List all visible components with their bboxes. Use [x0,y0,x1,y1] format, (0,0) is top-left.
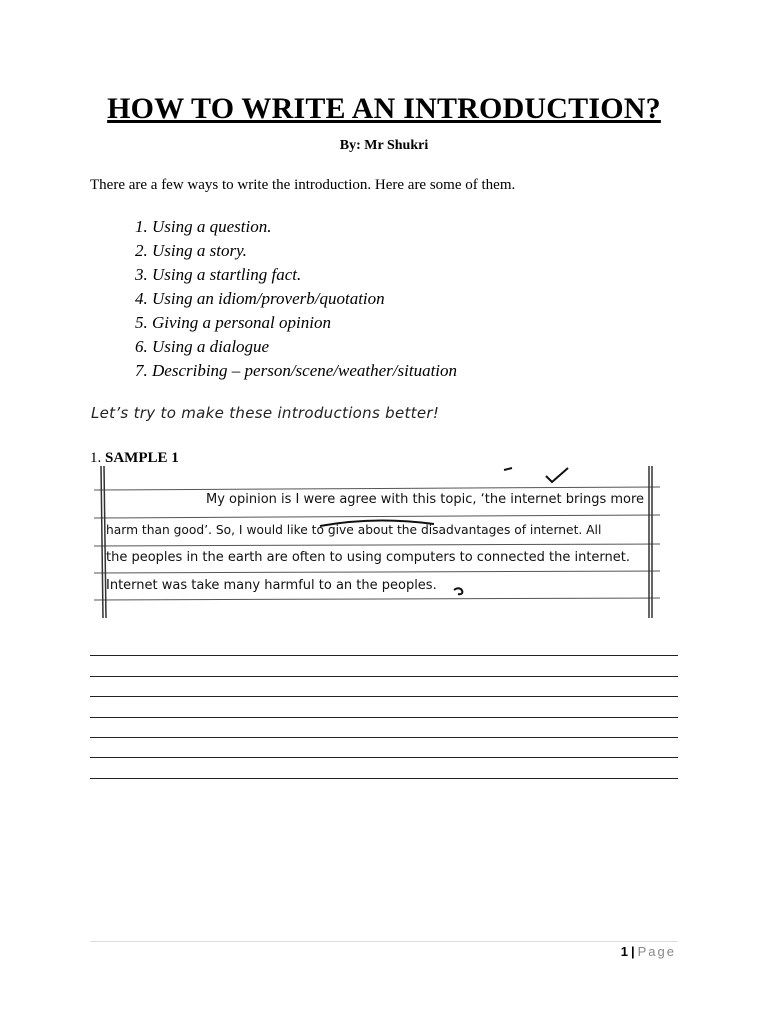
author-byline: By: Mr Shukri [339,138,429,153]
answer-line[interactable] [90,758,678,778]
sample-label: SAMPLE 1 [105,450,179,466]
page-footer [621,944,676,959]
handwritten-line: Internet was take many harmful to an the peoples. [106,578,437,593]
answer-line[interactable] [90,636,678,656]
method-item: 4. Using an idiom/proverb/quotation [135,289,385,308]
page-number: 1 [620,944,628,959]
tagline: Let’s try to make these introductions better! [91,404,440,422]
footer-divider [90,941,678,942]
handwritten-line: My opinion is I were agree with this topic, ‘the internet brings more [206,492,645,507]
method-item: 1. Using a question. [135,217,272,236]
method-item: 6. Using a dialogue [135,337,270,356]
page-title: HOW TO WRITE AN INTRODUCTION? [107,92,661,125]
page-word: Page [637,944,676,959]
answer-lines [90,636,678,779]
handwritten-line: harm than good’. So, I would like to give about the disadvantages of internet. All [106,522,602,537]
method-item: 2. Using a story. [135,241,247,260]
method-item: 5. Giving a personal opinion [135,313,331,332]
answer-line[interactable] [90,697,678,717]
sample-heading [90,450,179,467]
method-item: 7. Describing – person/scene/weather/situation [135,361,458,380]
answer-line[interactable] [90,738,678,758]
answer-line[interactable] [90,677,678,697]
intro-paragraph: There are a few ways to write the introduction. Here are some of them. [90,177,516,193]
answer-line[interactable] [90,718,678,738]
footer-separator: | [630,944,635,959]
sample-number: 1. [90,450,102,466]
introduction-methods-list [135,215,457,383]
handwritten-sample-image [94,466,660,618]
answer-line[interactable] [90,656,678,676]
handwritten-line: the peoples in the earth are often to using computers to connected the internet. [106,550,631,565]
method-item: 3. Using a startling fact. [135,265,302,284]
ruled-paper [94,466,660,618]
